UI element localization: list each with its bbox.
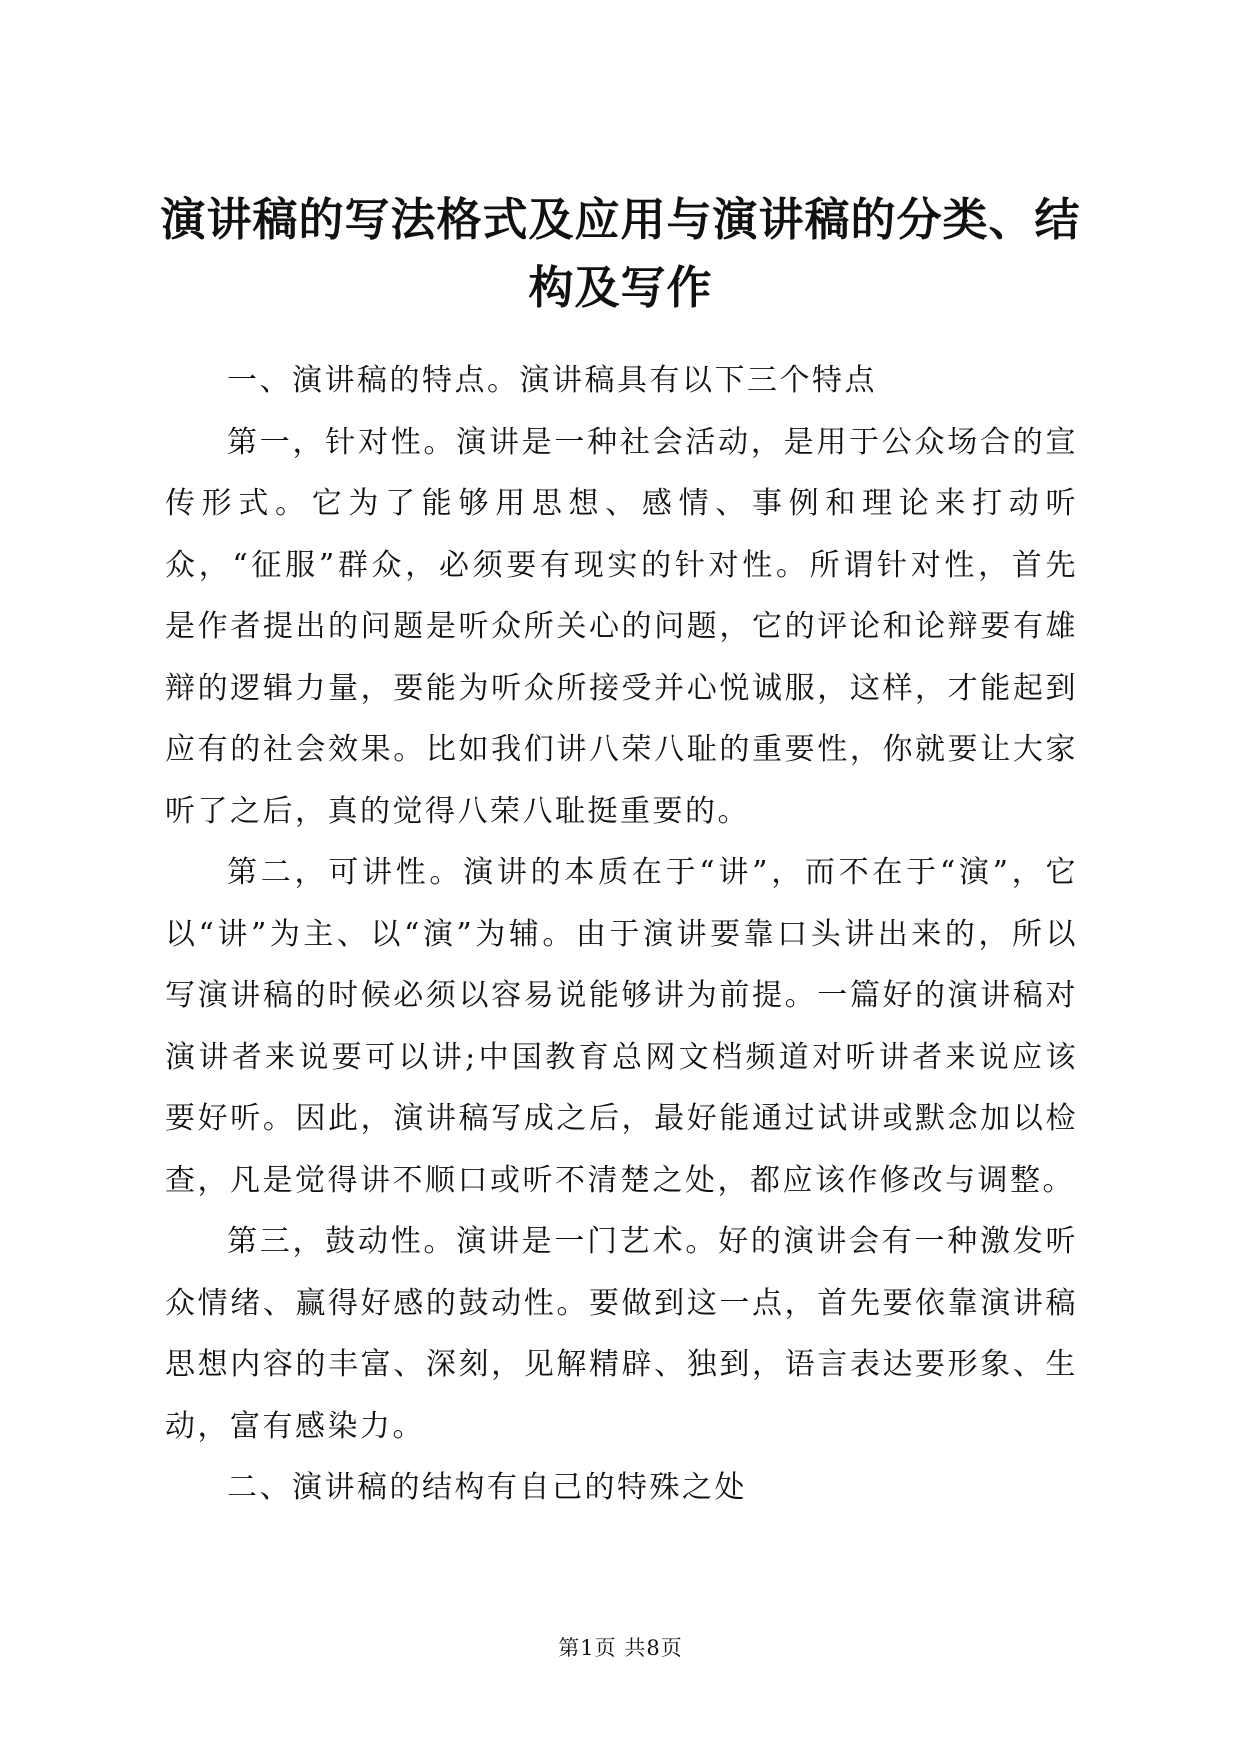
paragraph-second-point: 第二，可讲性。演讲的本质在于“讲”，而不在于“演”，它以“讲”为主、以“演”为辅。由于演讲要靠口头讲出来的，所以写演讲稿的时候必须以容易说能够讲为前提。一篇好的演讲稿对演讲者来说要可以讲;中国教育总网文档频道对听讲者来说应该要好听。因此，演讲稿写成之后，最好能通过试讲或默念加以检查，凡是觉得讲不顺口或听不清楚之处，都应该作修改与调整。: [165, 855, 1078, 1198]
document-title: 演讲稿的写法格式及应用与演讲稿的分类、结构及写作: [160, 193, 1081, 314]
paragraph-intro: 一、演讲稿的特点。演讲稿具有以下三个特点: [227, 363, 877, 398]
paragraph-third-point: 第三，鼓动性。演讲是一门艺术。好的演讲会有一种激发听众情绪、赢得好感的鼓动性。要做到这一点，首先要依靠演讲稿思想内容的丰富、深刻，见解精辟、独到，语言表达要形象、生动，富有感染力。: [165, 1224, 1078, 1444]
document-body: [165, 350, 1078, 1519]
paragraph-section-two: 二、演讲稿的结构有自己的特殊之处: [227, 1470, 747, 1505]
paragraph-first-point: 第一，针对性。演讲是一种社会活动，是用于公众场合的宣传形式。它为了能够用思想、感情、事例和理论来打动听众，“征服”群众，必须要有现实的针对性。所谓针对性，首先是作者提出的问题是听众所关心的问题，它的评论和论辩要有雄辩的逻辑力量，要能为听众所接受并心悦诚服，这样，才能起到应有的社会效果。比如我们讲八荣八耻的重要性，你就要让大家听了之后，真的觉得八荣八耻挺重要的。: [165, 424, 1078, 829]
page-footer: 第1页 共8页: [558, 1636, 683, 1660]
